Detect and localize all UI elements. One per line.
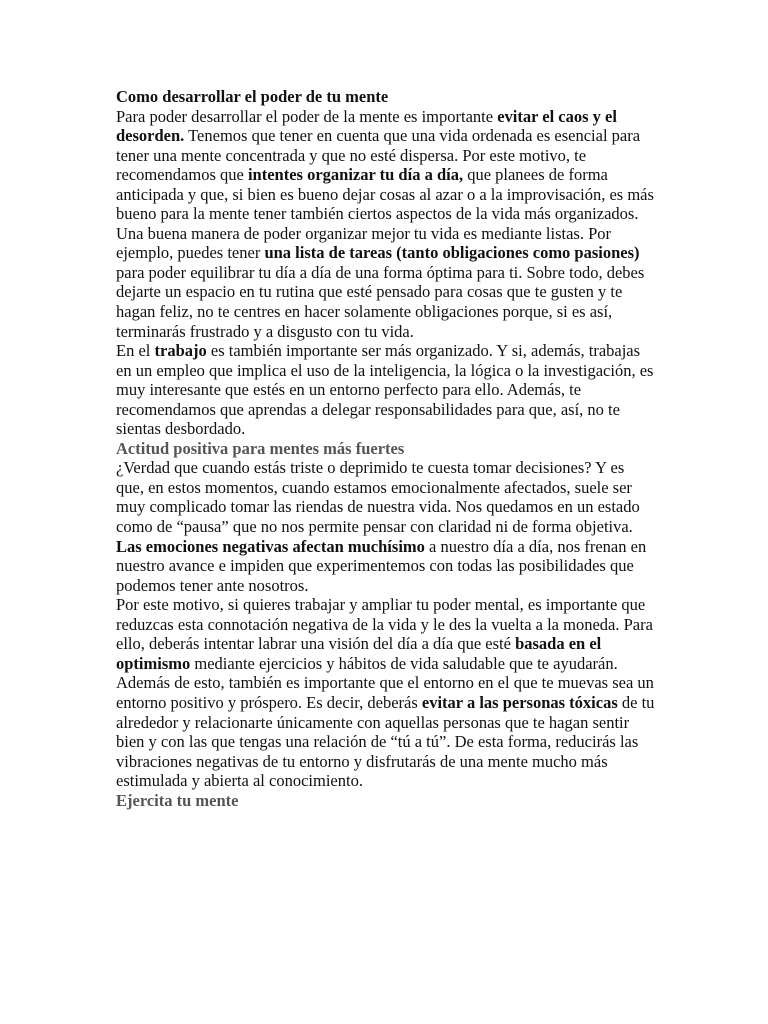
section-heading: Ejercita tu mente	[116, 790, 239, 810]
paragraph-text: de tu alrededor y relacionarte únicamente con aquellas personas que te hagan sentir bien y con las que tengas una relación de “tú a tú”. De esta forma, reducirás las vibraciones negativas de tu entorno y disfrutarás de una mente mucho más estimulada y abierta al conocimiento.	[116, 692, 655, 791]
document-title: Como desarrollar el poder de tu mente	[116, 87, 389, 106]
paragraph-text: Además de esto, también es importante que el entorno en el que te muevas sea un entorno positivo y próspero. Es decir, deberás	[116, 673, 654, 712]
body-paragraph	[116, 673, 656, 790]
paragraph-text: Para poder desarrollar el poder de la mente es importante	[116, 106, 498, 126]
paragraph-text: Por este motivo, si quieres trabajar y ampliar tu poder mental, es importante que reduzcas esta connotación negativa de la vida y le des la vuelta a la moneda. Para ello, deberás intentar labrar una visión del día a día que esté	[116, 595, 653, 654]
emphasis-text: intentes organizar tu día a día,	[247, 165, 464, 185]
emphasis-text: trabajo	[154, 341, 207, 361]
emphasis-text: evitar el caos y el desorden.	[116, 106, 617, 146]
emphasis-text: basada en el optimismo	[116, 634, 602, 673]
paragraph-text: es también importante ser más organizado. Y si, además, trabajas en un empleo que implica el uso de la inteligencia, la lógica o la investigación, es muy interesante que estés en un entorno perfecto para ello. Además, te recomendamos que aprendas a delegar responsabilidades para que, así, no te sientas desbordado.	[116, 341, 654, 439]
paragraph-text: ¿Verdad que cuando estás triste o deprimido te cuesta tomar decisiones? Y es que, en estos momentos, cuando estamos emocionalmente afectados, suele ser muy complicado tomar las riendas de nuestra vida. Nos quedamos en un estado como de “pausa” que no nos permite pensar con claridad ni de forma objetiva.	[116, 458, 640, 537]
paragraph-text: para poder equilibrar tu día a día de una forma óptima para ti. Sobre todo, debes dejarte un espacio en tu rutina que esté pensado para cosas que te gusten y te hagan feliz, no te centres en hacer solamente obligaciones porque, si es así, terminarás frustrado y a disgusto con tu vida.	[116, 262, 645, 341]
paragraph-text: a nuestro día a día, nos frenan en nuestro avance e impiden que experimentemos con todas las posibilidades que podemos tener ante nosotros.	[116, 536, 647, 595]
document-page	[116, 87, 656, 810]
body-paragraph	[116, 341, 656, 439]
paragraph-text: Una buena manera de poder organizar mejor tu vida es mediante listas. Por ejemplo, puedes tener	[116, 223, 611, 263]
document-body	[116, 107, 656, 811]
emphasis-text: una lista de tareas (tanto obligaciones como pasiones)	[264, 243, 640, 263]
paragraph-text: En el	[116, 341, 155, 361]
section-heading: Actitud positiva para mentes más fuertes	[116, 438, 405, 458]
body-paragraph	[116, 458, 656, 595]
body-paragraph	[116, 595, 656, 673]
body-paragraph	[116, 107, 656, 224]
body-paragraph	[116, 224, 656, 341]
emphasis-text: evitar a las personas tóxicas	[421, 692, 618, 712]
paragraph-text: mediante ejercicios y hábitos de vida saludable que te ayudarán.	[190, 653, 618, 673]
paragraph-text: Tenemos que tener en cuenta que una vida ordenada es esencial para tener una mente concentrada y que no esté dispersa. Por este motivo, te recomendamos que	[116, 126, 641, 185]
emphasis-text: Las emociones negativas afectan muchísimo	[116, 536, 425, 556]
paragraph-text: que planees de forma anticipada y que, si bien es bueno dejar cosas al azar o a la improvisación, es más bueno para la mente tener también ciertos aspectos de la vida más organizados.	[116, 165, 654, 224]
